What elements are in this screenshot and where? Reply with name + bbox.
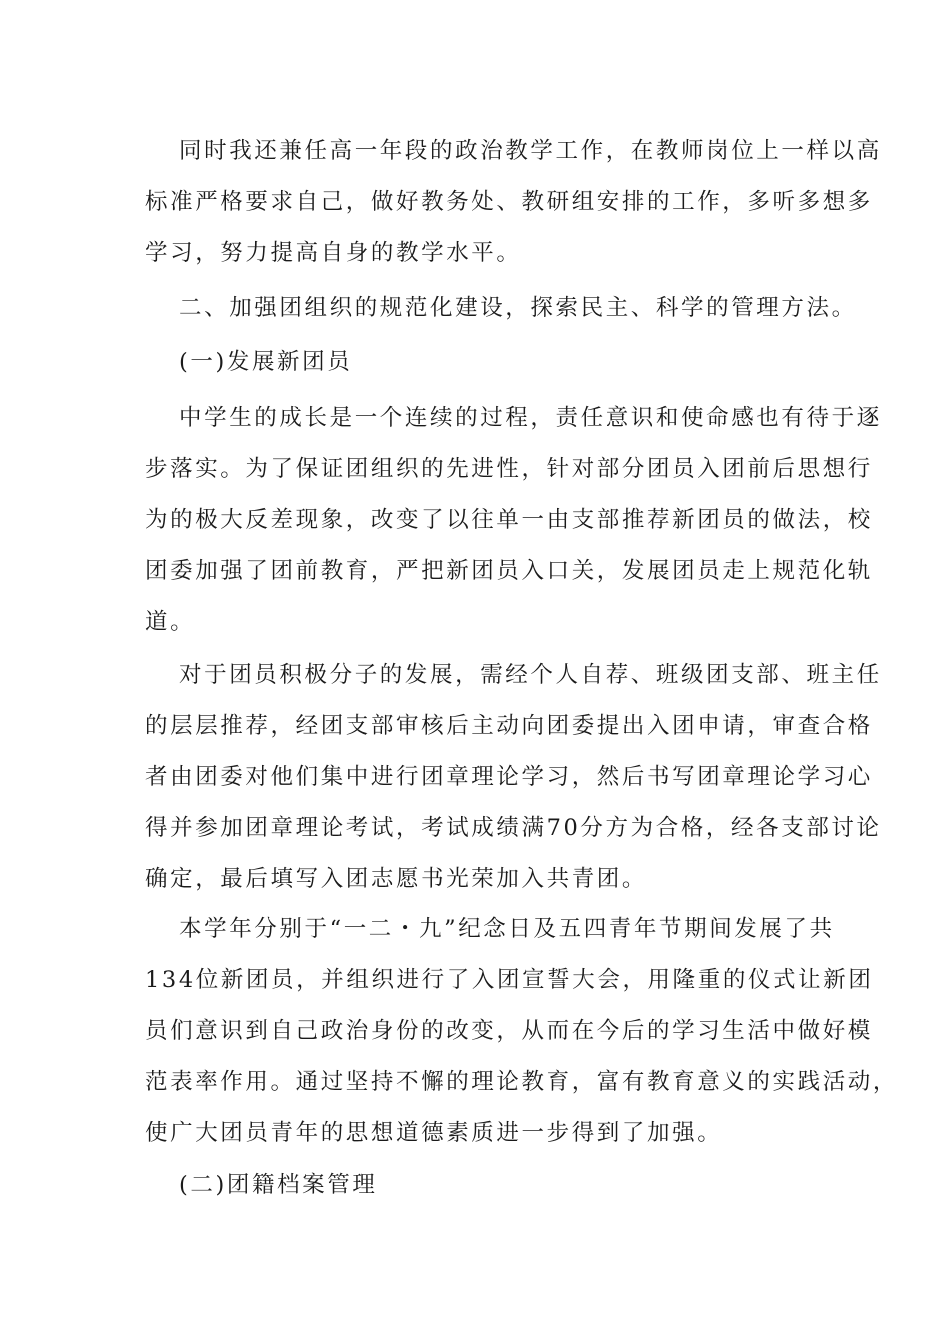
subsection-heading — [145, 337, 810, 388]
heading-line: (二)团籍档案管理 — [179, 1172, 378, 1198]
paragraph — [145, 650, 882, 905]
heading-line: (一)发展新团员 — [179, 349, 353, 375]
paragraph-line: 确定，最后填写入团志愿书光荣加入共青团。 — [145, 866, 648, 892]
section-heading — [145, 283, 857, 334]
paragraph-line: 中学生的成长是一个连续的过程，责任意识和使命感也有待于逐 — [179, 405, 882, 431]
paragraph — [145, 126, 882, 279]
paragraph-line: 学习，努力提高自身的教学水平。 — [145, 240, 522, 266]
paragraph-line: 道。 — [145, 609, 196, 635]
paragraph-line: 范表率作用。通过坚持不懈的理论教育，富有教育意义的实践活动， — [145, 1069, 899, 1095]
paragraph-line: 134位新团员，并组织进行了入团宣誓大会，用隆重的仪式让新团 — [145, 967, 874, 993]
paragraph-line: 对于团员积极分子的发展，需经个人自荐、班级团支部、班主任 — [179, 662, 882, 688]
paragraph-line: 本学年分别于“一二・九”纪念日及五四青年节期间发展了共 — [179, 916, 835, 942]
subsection-heading — [145, 1160, 810, 1211]
paragraph — [145, 393, 882, 648]
heading-line: 二、加强团组织的规范化建设，探索民主、科学的管理方法。 — [179, 295, 857, 321]
paragraph — [145, 904, 899, 1159]
paragraph-line: 得并参加团章理论考试，考试成绩满70分方为合格，经各支部讨论 — [145, 815, 882, 841]
paragraph-line: 的层层推荐，经团支部审核后主动向团委提出入团申请，审查合格 — [145, 713, 873, 739]
paragraph-line: 员们意识到自己政治身份的改变，从而在今后的学习生活中做好模 — [145, 1018, 873, 1044]
paragraph-line: 为的极大反差现象，改变了以往单一由支部推荐新团员的做法，校 — [145, 507, 873, 533]
paragraph-line: 使广大团员青年的思想道德素质进一步得到了加强。 — [145, 1120, 723, 1146]
paragraph-line: 标准严格要求自己，做好教务处、教研组安排的工作，多听多想多 — [145, 189, 873, 215]
paragraph-line: 步落实。为了保证团组织的先进性，针对部分团员入团前后思想行 — [145, 456, 873, 482]
paragraph-line: 同时我还兼任高一年段的政治教学工作，在教师岗位上一样以高 — [179, 138, 882, 164]
paragraph-line: 者由团委对他们集中进行团章理论学习，然后书写团章理论学习心 — [145, 764, 873, 790]
paragraph-line: 团委加强了团前教育，严把新团员入口关，发展团员走上规范化轨 — [145, 558, 873, 584]
